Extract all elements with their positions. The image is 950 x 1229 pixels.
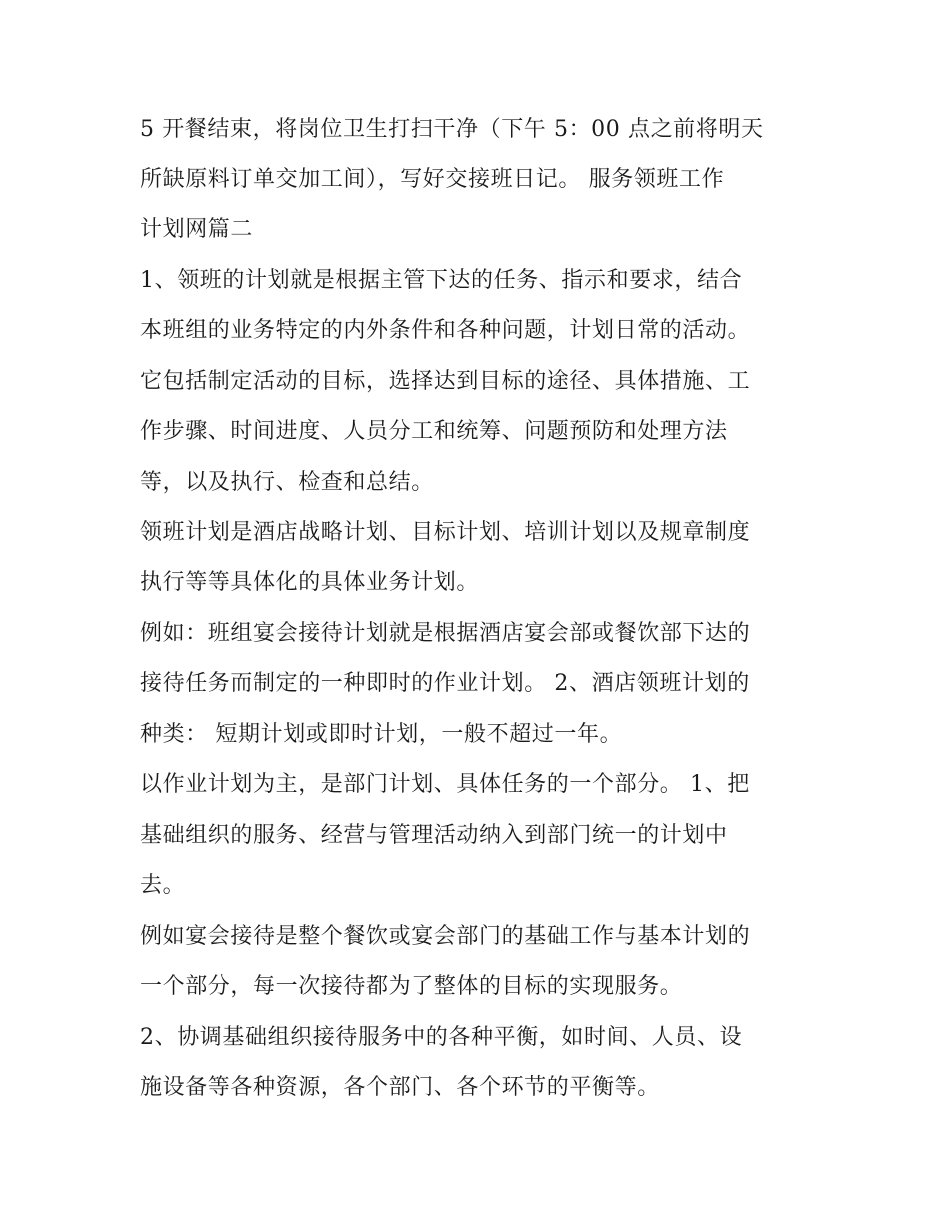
text-line: 施设备等各种资源，各个部门、各个环节的平衡等。 [140,1075,660,1100]
text-line: 去。 [140,873,186,898]
text-line: 所缺原料订单交加工间），写好交接班日记。 服务领班工作 [140,167,725,192]
text-line: 作步骤、时间进度、人员分工和统筹、问题预防和处理方法 [140,419,728,444]
text-line: 执行等等具体化的具体业务计划。 [140,570,480,595]
text-line: 以作业计划为主，是部门计划、具体任务的一个部分。 1、把 [140,772,750,797]
text-line: 本班组的业务特定的内外条件和各种问题，计划日常的活动。 [140,318,751,343]
text-line: 基础组织的服务、经营与管理活动纳入到部门统一的计划中 [140,823,728,848]
text-line: 领班计划是酒店战略计划、目标计划、培训计划以及规章制度 [140,520,751,545]
text-line: 例如宴会接待是整个餐饮或宴会部门的基础工作与基本计划的 [140,924,751,949]
text-line: 它包括制定活动的目标，选择达到目标的途径、具体措施、工 [140,369,751,394]
text-line: 一个部分，每一次接待都为了整体的目标的实现服务。 [140,974,683,999]
text-line: 例如：班组宴会接待计划就是根据酒店宴会部或餐饮部下达的 [140,621,751,646]
text-line: 等，以及执行、检查和总结。 [140,470,434,495]
text-line: 计划网篇二 [140,217,254,242]
text-line: 1、领班的计划就是根据主管下达的任务、指示和要求，结合 [140,268,743,293]
text-line: 5 开餐结束，将岗位卫生打扫干净（下午 5：00 点之前将明天 [140,117,764,142]
text-line: 2、协调基础组织接待服务中的各种平衡，如时间、人员、设 [140,1025,743,1050]
text-line: 种类： 短期计划或即时计划，一般不超过一年。 [140,722,623,747]
text-line: 接待任务而制定的一种即时的作业计划。 2、酒店领班计划的 [140,671,750,696]
